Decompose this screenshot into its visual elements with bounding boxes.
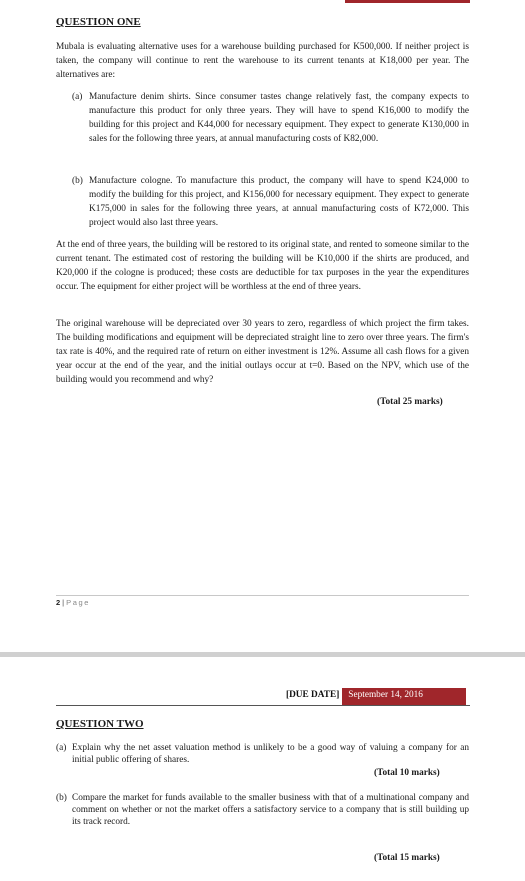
header-rule [56, 705, 470, 706]
question-one-item-a [72, 90, 469, 146]
question-one-intro: Mubala is evaluating alternative uses for a warehouse building purchased for K500,000. If neither project is taken, the company will continue to rent the warehouse to its current tenants at K18,000 per year. The alternatives are: [56, 42, 469, 80]
header-accent-bar [345, 0, 470, 3]
item-text: Compare the market for funds available to the smaller business with that of a multinational company and comment on whether or not the market offers a satisfactory service to a company that is still building up its track record. [72, 793, 469, 827]
question-two-title: QUESTION TWO [56, 718, 144, 730]
item-label: (a) [72, 92, 83, 102]
question-one-total-marks: (Total 25 marks) [377, 397, 443, 407]
question-two-b-marks: (Total 15 marks) [374, 853, 440, 863]
due-date-value: September 14, 2016 [342, 688, 466, 705]
document-page-2 [0, 657, 525, 881]
due-date-box [283, 688, 466, 705]
question-one-paragraph-2: At the end of three years, the building will be restored to its original state, and rented to someone similar to the current tenant. The estimated cost of restoring the building will be K10,000 if the shirts are produced, and K20,000 if the cologne is produced; these costs are deductible for tax purposes in the year the expenditures occur. The equipment for either project will be worthless at the end of three years. [56, 240, 469, 292]
item-text: Explain why the net asset valuation method is unlikely to be a good way of valuing a company for an initial public offering of shares. [72, 743, 469, 765]
page-number: 2 [56, 598, 61, 607]
item-label: (a) [56, 743, 67, 753]
question-two-item-a [56, 741, 469, 766]
page-word: Page [66, 598, 91, 607]
item-label: (b) [72, 176, 83, 186]
item-label: (b) [56, 793, 67, 803]
footer-separator: | [62, 598, 65, 607]
footer-rule [56, 595, 469, 596]
question-one-item-b [72, 174, 469, 230]
page-footer [56, 598, 90, 607]
question-one-paragraph-3: The original warehouse will be depreciated over 30 years to zero, regardless of which project the firm takes. The building modifications and equipment will be depreciated straight line to zero over three years. The firm's tax rate is 40%, and the required rate of return on either investment is 12%. Assume all cash flows for a given year occur at the end of the year, and the initial outlays occur at t=0. Based on the NPV, which use of the building would you recommend and why? [56, 319, 469, 385]
item-text: Manufacture denim shirts. Since consumer tastes change relatively fast, the company expects to manufacture this product for only three years. They will have to spend K16,000 to modify the building for this project and K44,000 for necessary equipment. They expect to generate K130,000 in sales for the following three years, at annual manufacturing costs of K82,000. [89, 92, 469, 144]
question-two-a-marks: (Total 10 marks) [374, 768, 440, 778]
question-one-title: QUESTION ONE [56, 16, 141, 28]
question-two-item-b [56, 791, 469, 828]
item-text: Manufacture cologne. To manufacture this product, the company will have to spend K24,000 to modify the building for this project, and K156,000 for necessary equipment. They expect to generate K175,000 in sales for the following three years, at annual manufacturing costs of K72,000. This project would also last three years. [89, 176, 469, 228]
due-date-label: [DUE DATE] [286, 690, 340, 700]
